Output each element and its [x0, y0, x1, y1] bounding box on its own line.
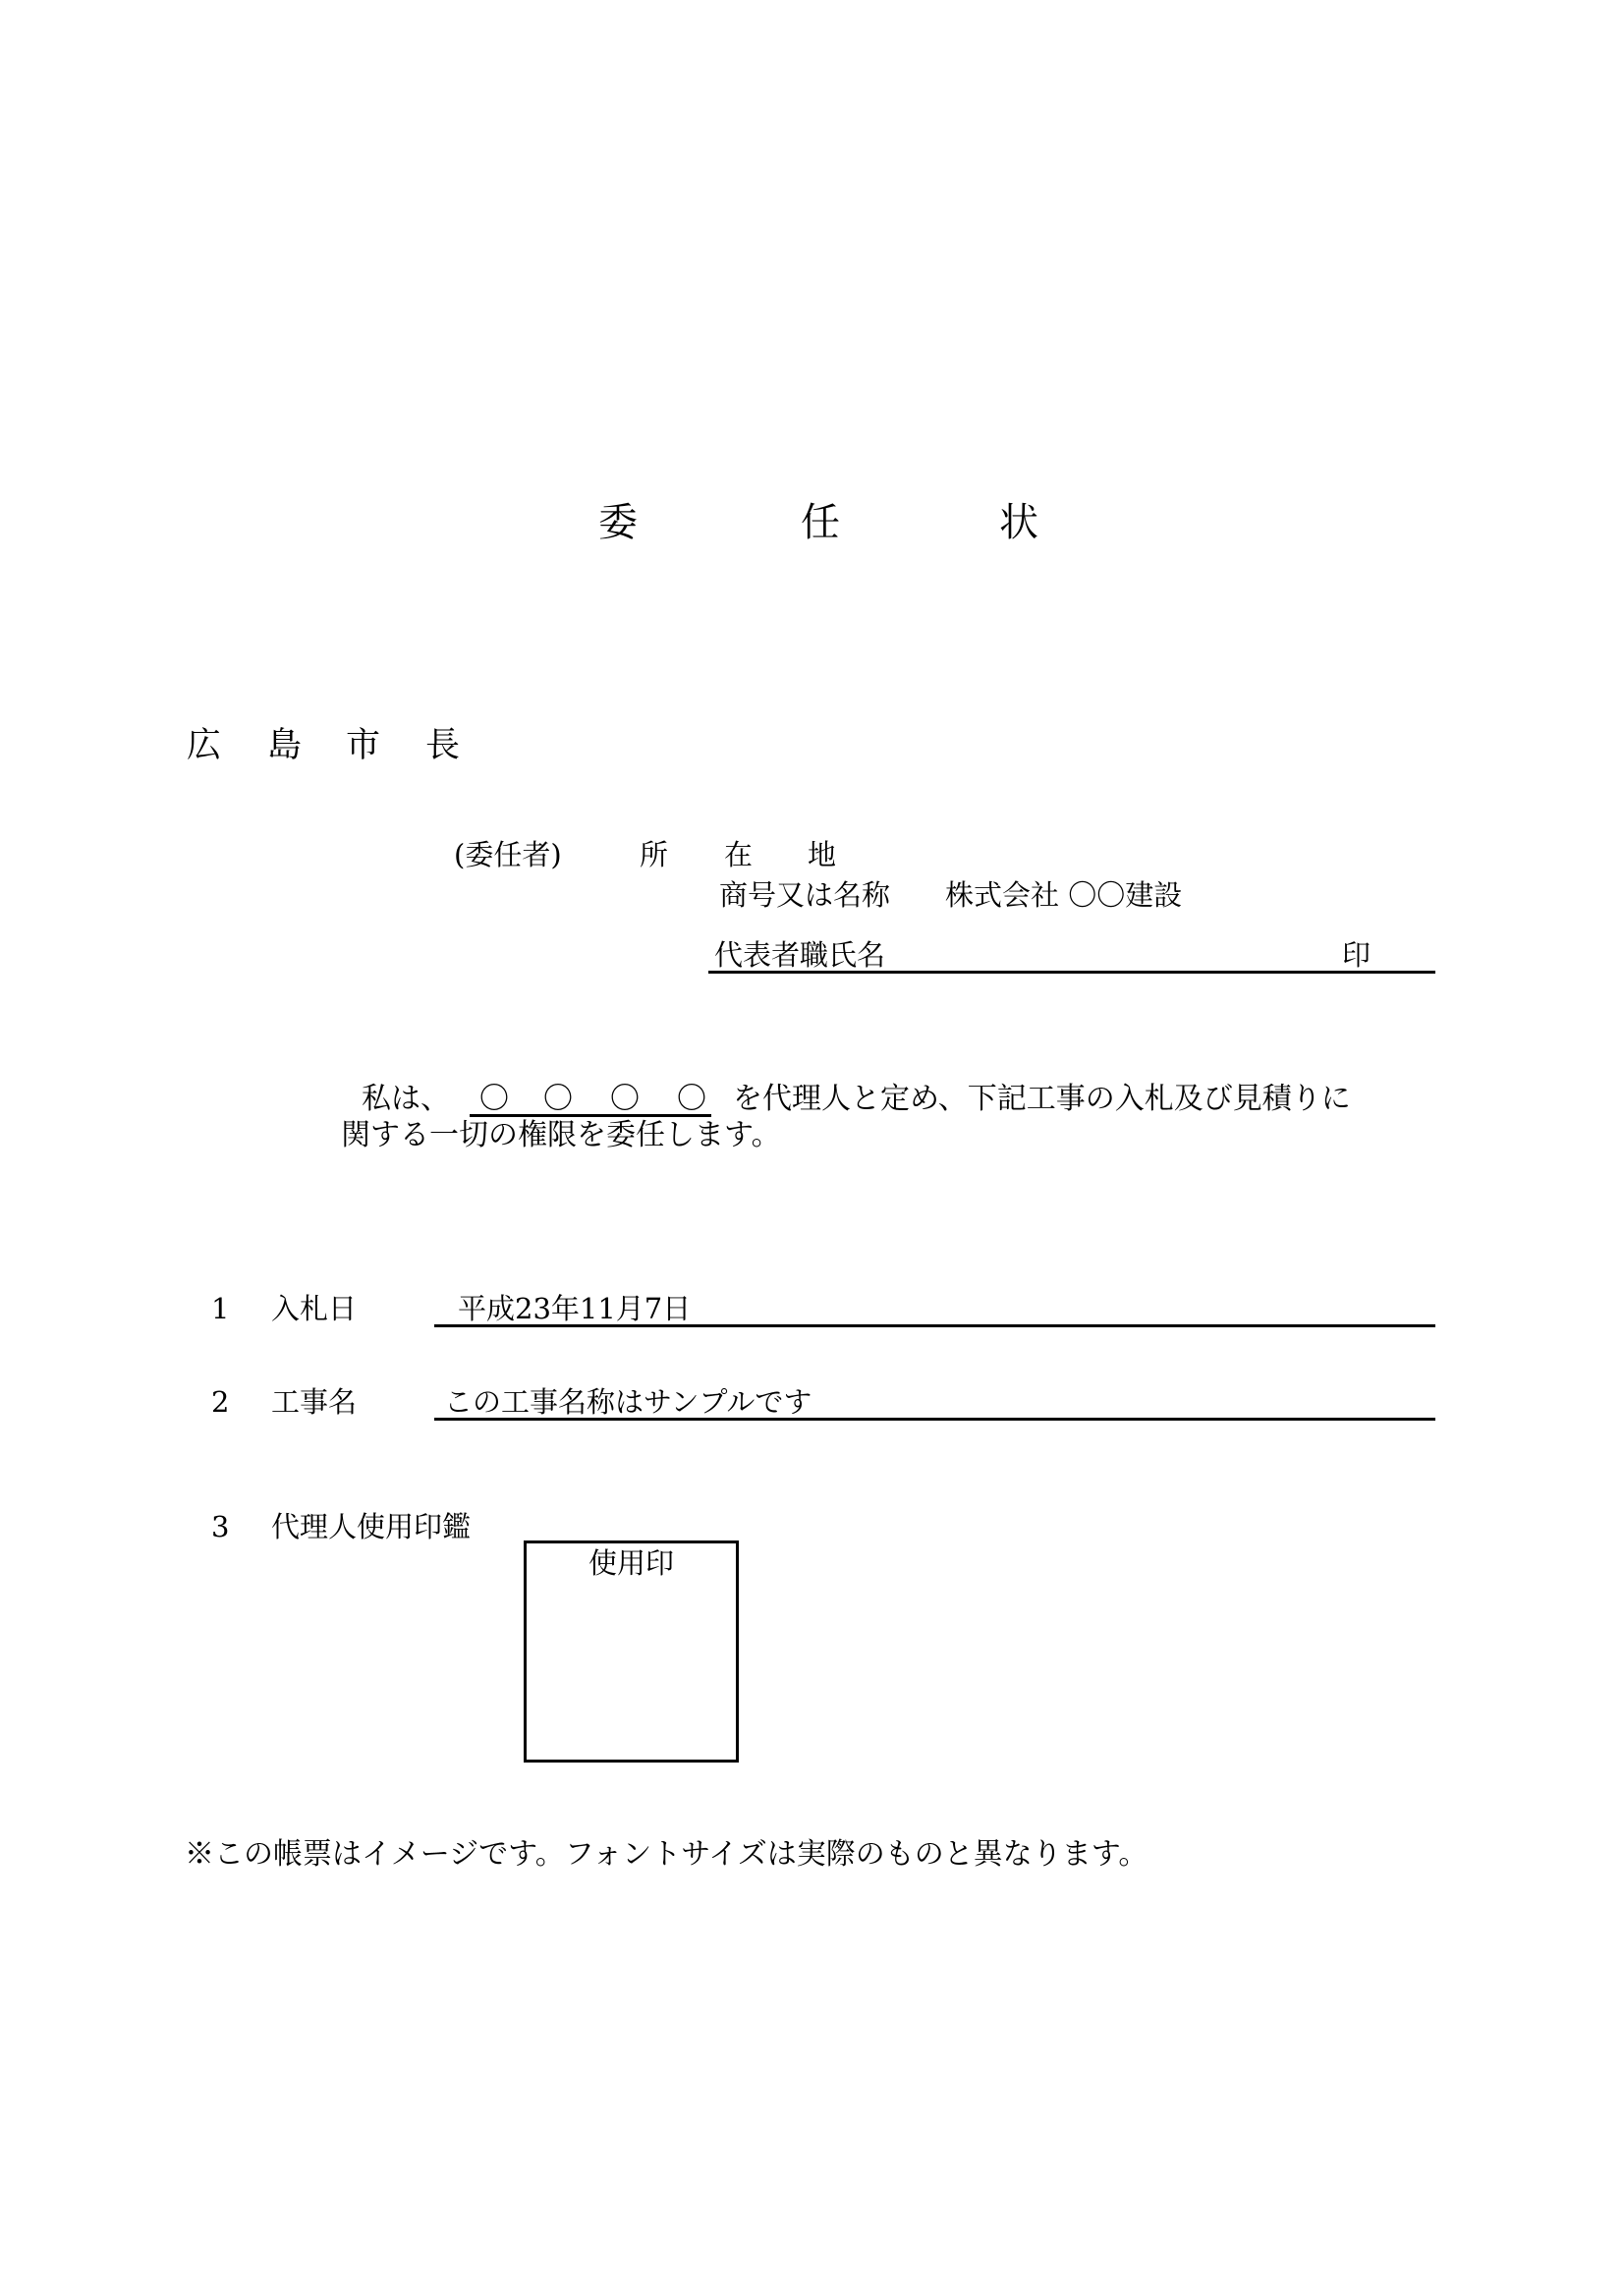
- addressee-char-1: 広: [187, 726, 222, 765]
- agent-name-char-3: 〇: [610, 1082, 640, 1116]
- item-3-label: 代理人使用印鑑: [271, 1510, 472, 1543]
- company-name-label: 商号又は名称: [719, 878, 891, 912]
- statement-prefix: 私は、: [362, 1082, 450, 1116]
- addressee-char-4: 長: [425, 726, 461, 765]
- document-title-char-3: 状: [999, 500, 1038, 545]
- document-title-char-1: 委: [598, 500, 638, 545]
- agent-name-underline: [470, 1114, 711, 1117]
- statement-line2: 関する一切の権限を委任します。: [341, 1118, 781, 1152]
- representative-label: 代表者職氏名: [714, 938, 886, 972]
- seal-box-label: 使用印: [588, 1546, 674, 1580]
- item-1-number: 1: [211, 1292, 230, 1325]
- agent-name-char-1: 〇: [479, 1082, 509, 1116]
- construction-name-value: この工事名称はサンプルです: [444, 1385, 812, 1419]
- agent-name-char-4: 〇: [677, 1082, 706, 1116]
- item-2-number: 2: [211, 1385, 230, 1419]
- footnote: ※この帳票はイメージです。フォントサイズは実際のものと異なります。: [185, 1837, 1148, 1872]
- item-3-number: 3: [211, 1510, 230, 1543]
- agent-seal-box: [524, 1540, 739, 1763]
- statement-line1-suffix: を代理人と定め、下記工事の入札及び見積りに: [733, 1082, 1351, 1116]
- representative-underline: [708, 971, 1435, 974]
- document-title-char-2: 任: [801, 500, 840, 545]
- delegator-role-label: (委任者): [454, 838, 562, 871]
- address-label-char-1: 所: [640, 838, 669, 871]
- address-label-char-3: 地: [808, 838, 837, 871]
- address-label-char-2: 在: [724, 838, 754, 871]
- addressee-char-2: 島: [267, 726, 303, 765]
- bid-date-underline: [434, 1324, 1435, 1327]
- item-1-label: 入札日: [271, 1292, 358, 1325]
- addressee-char-3: 市: [346, 726, 381, 765]
- company-name-value: 株式会社 〇〇建設: [945, 878, 1183, 912]
- seal-mark: 印: [1342, 938, 1372, 972]
- item-2-label: 工事名: [271, 1385, 358, 1419]
- bid-date-value: 平成23年11月7日: [458, 1292, 692, 1325]
- agent-name-char-2: 〇: [543, 1082, 573, 1116]
- construction-name-underline: [434, 1418, 1435, 1421]
